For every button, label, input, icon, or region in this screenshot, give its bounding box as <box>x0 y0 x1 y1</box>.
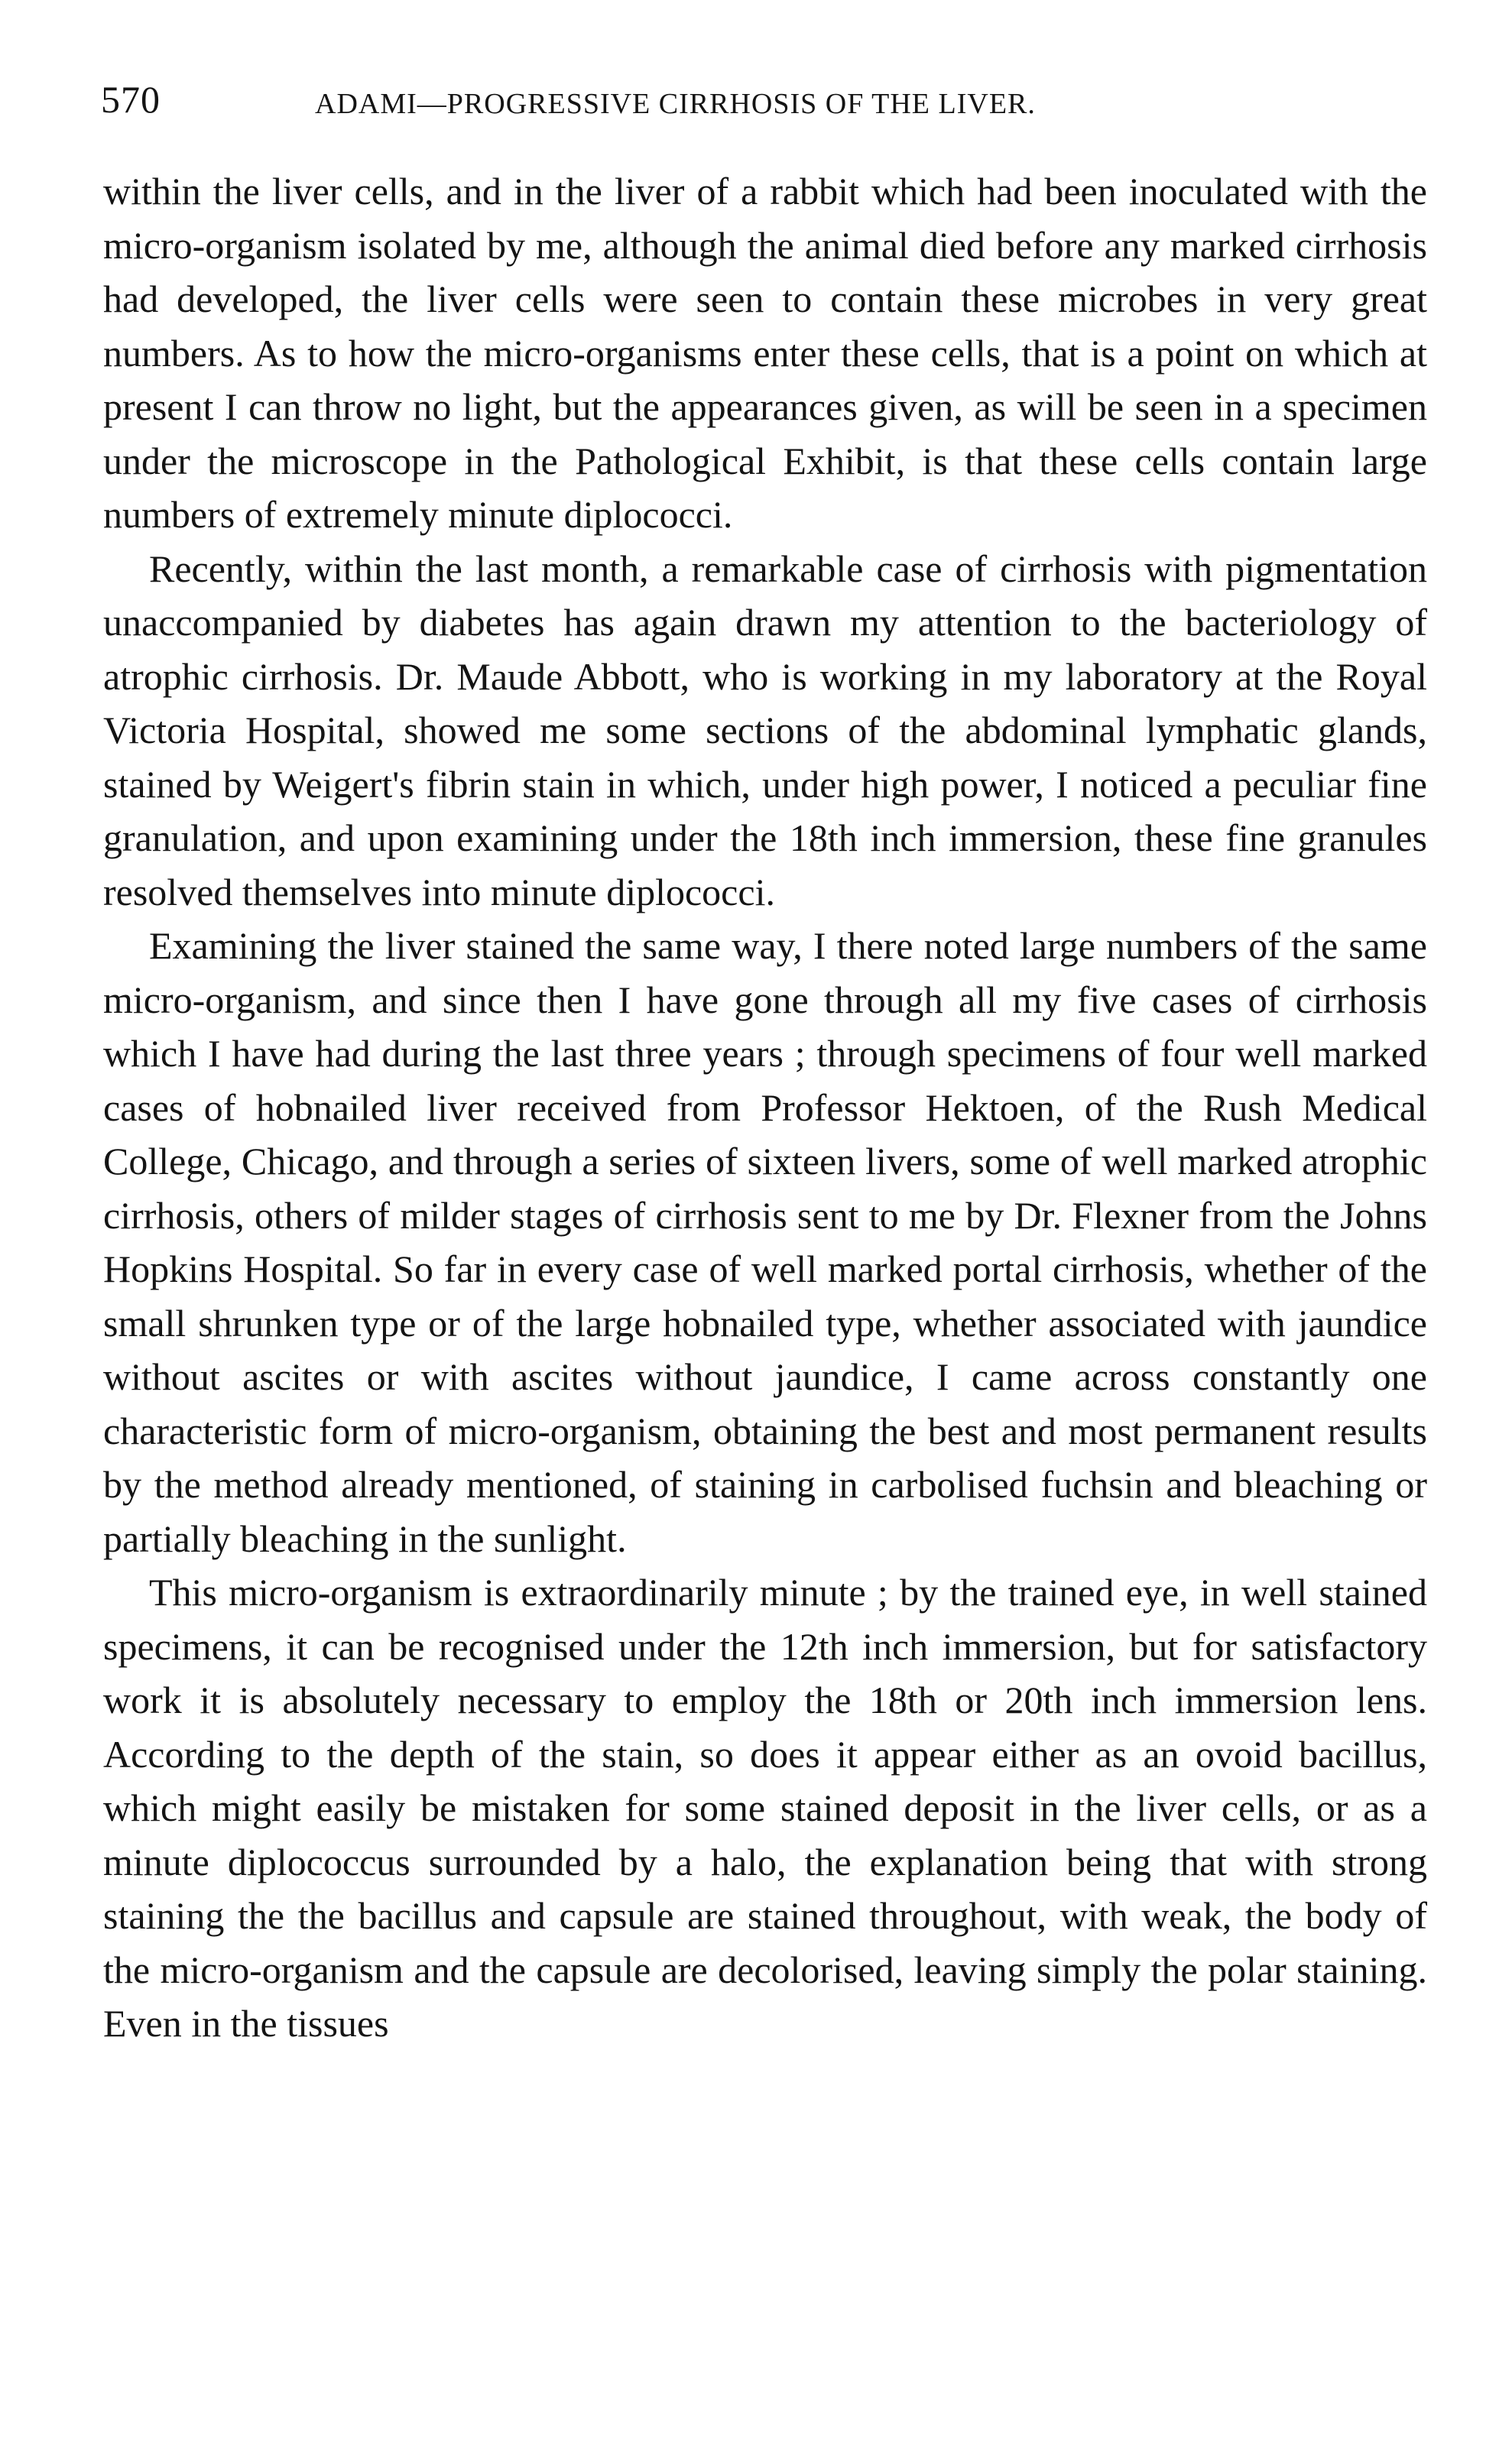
page-number: 570 <box>101 78 161 121</box>
paragraph-micro-organism: This micro-organism is extraordinarily minute ; by the trained eye, in well stained specimens, it can be recognised under the 12th inch immersion, but for satisfactory work it is absolutely necessary to employ the 18th or 20th inch immersion lens. According to the depth of the stain, so does it appear either as an ovoid bacillus, which might easily be mistaken for some stained deposit in the liver cells, or as a minute diplococcus surrounded by a halo, the explanation being that with strong staining the the bacillus and capsule are stained throughout, with weak, the body of the micro-organism and the capsule are decolorised, leaving simply the polar staining. Even in the tissues <box>103 1571 1427 2045</box>
paragraph-continued: within the liver cells, and in the liver of a rabbit which had been inoculated with the micro-organism isolated by me, although the animal died before any marked cirrhosis had developed, the liver cells were seen to contain these microbes in very great numbers. As to how the micro-organisms enter these cells, that is a point on which at present I can throw no light, but the appearances given, as will be seen in a specimen under the microscope in the Pathological Exhibit, is that these cells contain large numbers of extremely minute diplococci. <box>103 170 1427 536</box>
paragraph-recently: Recently, within the last month, a remarkable case of cirrhosis with pigmentation unaccompanied by diabetes has again drawn my attention to the bacteriology of atrophic cirrhosis. Dr. Maude Abbott, who is working in my laboratory at the Royal Victoria Hospital, showed me some sections of the abdominal lymphatic glands, stained by Weigert's fibrin stain in which, under high power, I noticed a peculiar fine granulation, and upon examining under the 18th inch immersion, these fine granules resolved themselves into minute diplococci. <box>103 547 1427 913</box>
body-text <box>103 164 1427 2051</box>
paragraph-examining: Examining the liver stained the same way, I there noted large numbers of the same micro-organism, and since then I have gone through all my five cases of cirrhosis which I have had during the last three years ; through specimens of four well marked cases of hobnailed liver received from Professor Hektoen, of the Rush Medical College, Chicago, and through a series of sixteen livers, some of well marked atrophic cirrhosis, others of milder stages of cirrhosis sent to me by Dr. Flexner from the Johns Hopkins Hospital. So far in every case of well marked portal cirrhosis, whether of the small shrunken type or of the large hobnailed type, whether associated with jaundice without ascites or with ascites without jaundice, I came across constantly one characteristic form of micro-organism, obtaining the best and most permanent results by the method already mentioned, of staining in carbolised fuchsin and bleaching or partially bleaching in the sunlight. <box>103 924 1427 1560</box>
running-head <box>101 73 1416 126</box>
running-title: ADAMI—PROGRESSIVE CIRRHOSIS OF THE LIVER. <box>315 88 1036 120</box>
